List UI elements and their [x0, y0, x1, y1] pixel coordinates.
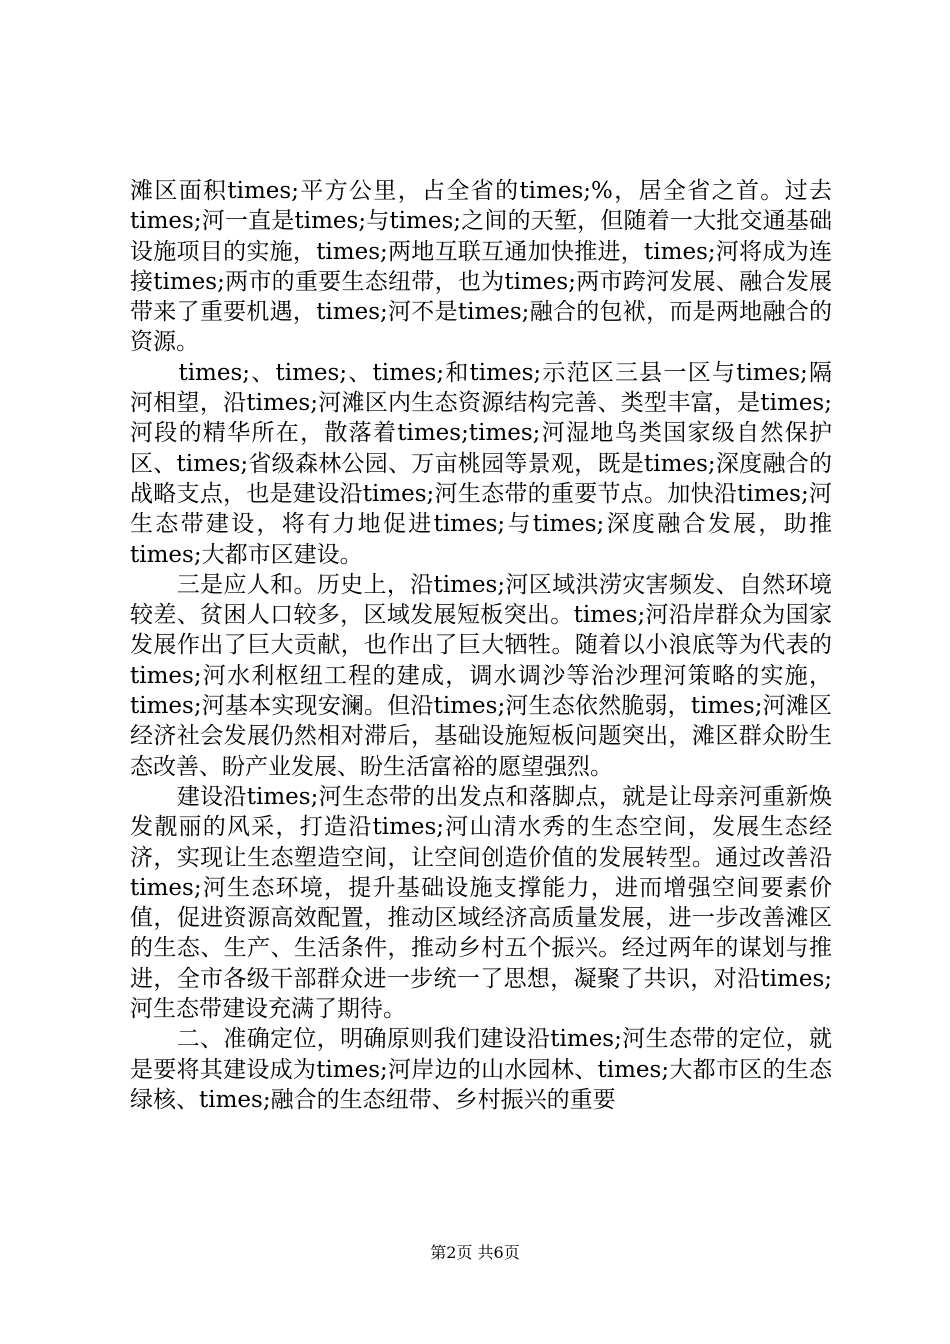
page-footer: 第2页 共6页 — [430, 1243, 520, 1262]
paragraph-1: 滩区面积times;平方公里，占全省的times;%，居全省之首。过去times;河一直是times;与times;之间的天堑，但随着一大批交通基础设施项目的实施，times;两地互联互通加快推进，times;河将成为连接times;两市的重要生态纽带，也为times;两市跨河发展、融合发展带来了重要机遇，times;河不是times;融合的包袱，而是两地融合的资源。 — [130, 178, 832, 356]
paragraph-3: 三是应人和。历史上，沿times;河区域洪涝灾害频发、自然环境较差、贫困人口较多，区域发展短板突出。times;河沿岸群众为国家发展作出了巨大贡献，也作出了巨大牺牲。随着以小浪底等为代表的times;河水利枢纽工程的建成，调水调沙等治沙理河策略的实施，times;河基本实现安澜。但沿times;河生态依然脆弱，times;河滩区经济社会发展仍然相对滞后，基础设施短板问题突出，滩区群众盼生态改善、盼产业发展、盼生活富裕的愿望强烈。 — [130, 571, 832, 780]
document-body — [130, 176, 832, 1115]
paragraph-4: 建设沿times;河生态带的出发点和落脚点，就是让母亲河重新焕发靓丽的风采，打造沿times;河山清水秀的生态空间，发展生态经济，实现让生态塑造空间，让空间创造价值的发展转型。通过改善沿times;河生态环境，提升基础设施支撑能力，进而增强空间要素价值，促进资源高效配置，推动区域经济高质量发展，进一步改善滩区的生态、生产、生活条件，推动乡村五个振兴。经过两年的谋划与推进，全市各级干部群众进一步统一了思想，凝聚了共识，对沿times;河生态带建设充满了期待。 — [130, 783, 832, 1023]
paragraph-5: 二、准确定位，明确原则我们建设沿times;河生态带的定位，就是要将其建设成为times;河岸边的山水园林、times;大都市区的生态绿核、times;融合的生态纽带、乡村振兴的重要 — [130, 1026, 832, 1113]
paragraph-2: times;、times;、times;和times;示范区三县一区与times;隔河相望，沿times;河滩区内生态资源结构完善、类型丰富，是times;河段的精华所在，散落着times;times;河湿地鸟类国家级自然保护区、times;省级森林公园、万亩桃园等景观，既是times;深度融合的战略支点，也是建设沿times;河生态带的重要节点。加快沿times;河生态带建设，将有力地促进times;与times;深度融合发展，助推times;大都市区建设。 — [130, 359, 832, 568]
